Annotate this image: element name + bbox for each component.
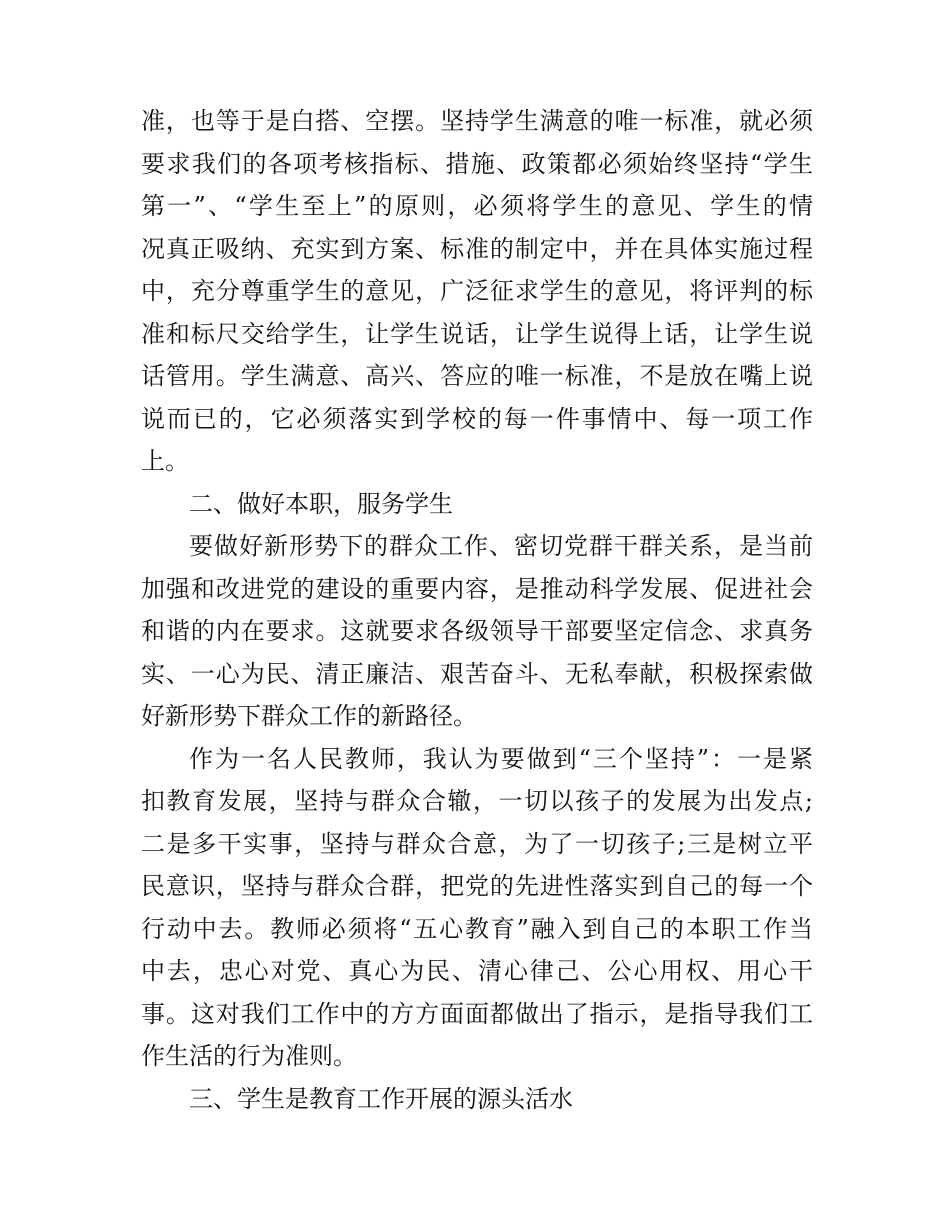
text-line: 二是多干实事，坚持与群众合意，为了一切孩子;三是树立平 — [141, 829, 813, 858]
text-line: 和谐的内在要求。这就要求各级领导干部要坚定信念、求真务 — [141, 617, 813, 645]
text-line: 加强和改进党的建设的重要内容，是推动科学发展、促进社会 — [141, 574, 813, 603]
document-body — [141, 100, 813, 1120]
text-line: 要求我们的各项考核指标、措施、政策都必须始终坚持“学生 — [141, 149, 813, 178]
text-line: 事。这对我们工作中的方方面面都做出了指示，是指导我们工 — [141, 999, 813, 1028]
text-line: 上。 — [141, 447, 189, 475]
text-line: 准，也等于是白搭、空摆。坚持学生满意的唯一标准，就必须 — [141, 107, 813, 135]
section-heading: 三、学生是教育工作开展的源头活水 — [189, 1084, 573, 1113]
text-line: 第一”、“学生至上”的原则，必须将学生的意见、学生的情 — [141, 192, 813, 220]
text-line: 说而已的，它必须落实到学校的每一件事情中、每一项工作 — [141, 404, 813, 433]
text-line: 行动中去。教师必须将“五心教育”融入到自己的本职工作当 — [141, 914, 813, 943]
text-line: 况真正吸纳、充实到方案、标准的制定中，并在具体实施过程 — [141, 234, 813, 263]
text-line: 要做好新形势下的群众工作、密切党群干群关系，是当前 — [189, 532, 813, 560]
text-line: 话管用。学生满意、高兴、答应的唯一标准，不是放在嘴上说 — [141, 362, 813, 390]
text-line: 实、一心为民、清正廉洁、艰苦奋斗、无私奉献，积极探索做 — [141, 659, 813, 688]
section-heading: 二、做好本职，服务学生 — [189, 489, 453, 518]
text-line: 中，充分尊重学生的意见，广泛征求学生的意见，将评判的标 — [141, 277, 813, 305]
text-line: 中去，忠心对党、真心为民、清心律己、公心用权、用心干 — [141, 957, 813, 985]
text-line: 好新形势下群众工作的新路径。 — [141, 702, 477, 730]
text-line: 民意识，坚持与群众合群，把党的先进性落实到自己的每一个 — [141, 872, 813, 900]
text-line: 作为一名人民教师，我认为要做到“三个坚持”：一是紧 — [189, 744, 813, 773]
text-line: 准和标尺交给学生，让学生说话，让学生说得上话，让学生说 — [141, 319, 813, 348]
text-line: 作生活的行为准则。 — [141, 1042, 357, 1070]
text-line: 扣教育发展，坚持与群众合辙，一切以孩子的发展为出发点; — [141, 787, 813, 815]
